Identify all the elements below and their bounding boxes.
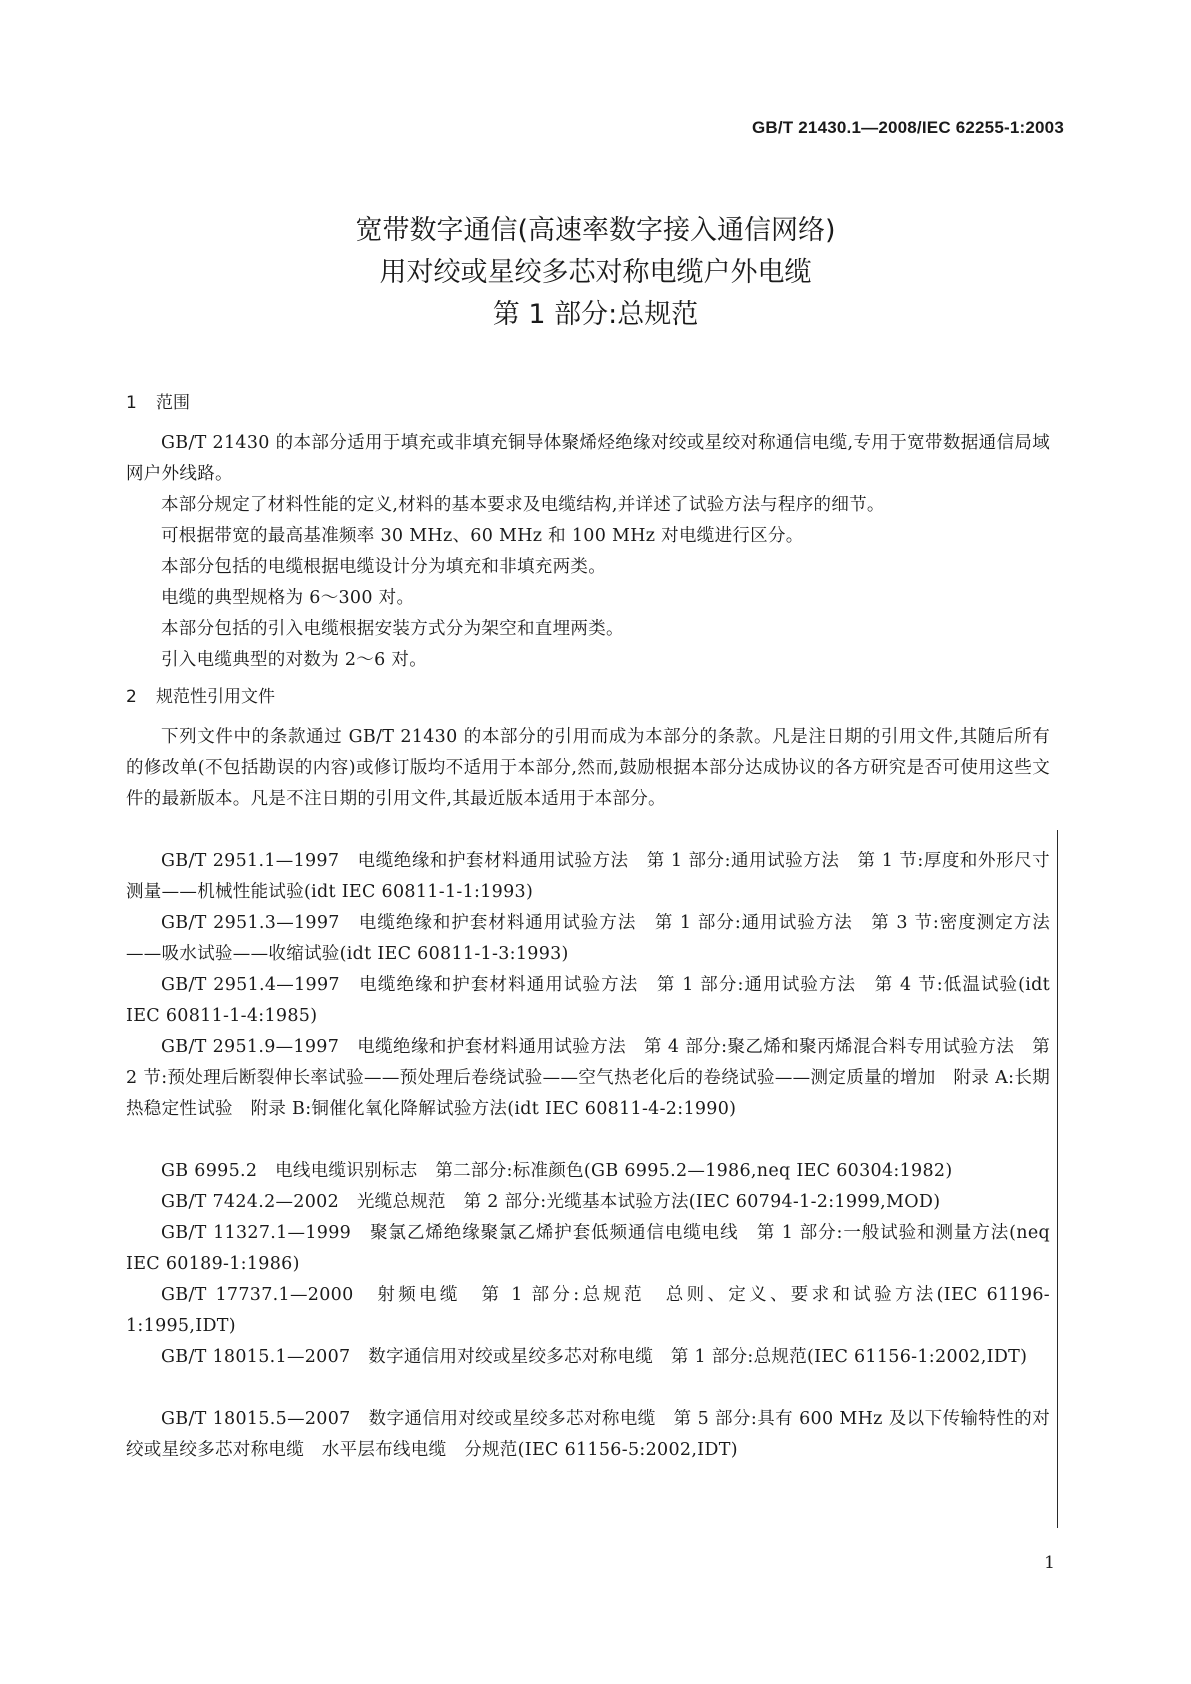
section-1-paragraph: 电缆的典型规格为 6～300 对。 bbox=[161, 588, 415, 608]
section-2-intro: 下列文件中的条款通过 GB/T 21430 的本部分的引用而成为本部分的条款。凡是注日期的引用文件,其随后所有的修改单(不包括勘误的内容)或修订版均不适用于本部分,然而,鼓励根据本部分达成协议的各方研究是否可使用这些文件的最新版本。凡是不注日期的引用文件,其最近版本适用于本部分。 bbox=[126, 727, 1050, 809]
section-1-paragraph: GB/T 21430 的本部分适用于填充或非填充铜导体聚烯烃绝缘对绞或星绞对称通信电缆,专用于宽带数据通信局域网户外线路。 bbox=[126, 433, 1050, 484]
reference-entry: GB/T 2951.3—1997 电缆绝缘和护套材料通用试验方法 第 1 部分:通用试验方法 第 3 节:密度测定方法——吸水试验——收缩试验(idt IEC 60811-1-3:1993) bbox=[126, 913, 1050, 964]
reference-entry: GB/T 7424.2—2002 光缆总规范 第 2 部分:光缆基本试验方法(IEC 60794-1-2:1999,MOD) bbox=[161, 1192, 941, 1212]
section-1-heading bbox=[126, 388, 190, 413]
section-1-paragraph: 本部分包括的电缆根据电缆设计分为填充和非填充两类。 bbox=[161, 557, 606, 577]
page-number: 1 bbox=[1044, 1553, 1055, 1573]
section-1-title: 范围 bbox=[156, 393, 190, 413]
reference-entry: GB 6995.2 电线电缆识别标志 第二部分:标准颜色(GB 6995.2—1986,neq IEC 60304:1982) bbox=[161, 1161, 953, 1181]
reference-entry: GB/T 18015.1—2007 数字通信用对绞或星绞多芯对称电缆 第 1 部分:总规范(IEC 61156-1:2002,IDT) bbox=[161, 1347, 1028, 1367]
title-line-1: 宽带数字通信(高速率数字接入通信网络) bbox=[355, 215, 836, 246]
title-line-3: 第 1 部分:总规范 bbox=[492, 299, 699, 330]
section-2-heading bbox=[126, 682, 275, 707]
section-2-title: 规范性引用文件 bbox=[156, 687, 275, 707]
reference-entry: GB/T 2951.4—1997 电缆绝缘和护套材料通用试验方法 第 1 部分:通用试验方法 第 4 节:低温试验(idt IEC 60811-1-4:1985) bbox=[126, 975, 1050, 1026]
section-1-paragraph: 引入电缆典型的对数为 2～6 对。 bbox=[161, 650, 427, 670]
reference-entry: GB/T 17737.1—2000 射频电缆 第 1 部分:总规范 总则、定义、要求和试验方法(IEC 61196-1:1995,IDT) bbox=[126, 1285, 1050, 1336]
standard-code: GB/T 21430.1—2008/IEC 62255-1:2003 bbox=[751, 118, 1064, 137]
reference-entry: GB/T 11327.1—1999 聚氯乙烯绝缘聚氯乙烯护套低频通信电缆电线 第 1 部分:一般试验和测量方法(neq IEC 60189-1:1986) bbox=[126, 1223, 1050, 1274]
document-title bbox=[0, 210, 1191, 336]
section-1-paragraph: 可根据带宽的最高基准频率 30 MHz、60 MHz 和 100 MHz 对电缆进行区分。 bbox=[161, 526, 804, 546]
reference-entry: GB/T 2951.1—1997 电缆绝缘和护套材料通用试验方法 第 1 部分:通用试验方法 第 1 节:厚度和外形尺寸测量——机械性能试验(idt IEC 60811-1-1:1993) bbox=[126, 851, 1050, 902]
reference-entry: GB/T 2951.9—1997 电缆绝缘和护套材料通用试验方法 第 4 部分:聚乙烯和聚丙烯混合料专用试验方法 第 2 节:预处理后断裂伸长率试验——预处理后卷绕试验——空气热老化后的卷绕试验——测定质量的增加 附录 A:长期热稳定性试验 附录 B:铜催化氧化降解试验方法(idt IEC 60811-4-2:1990) bbox=[126, 1037, 1050, 1119]
title-line-2: 用对绞或星绞多芯对称电缆户外电缆 bbox=[379, 257, 812, 288]
section-1-paragraph: 本部分包括的引入电缆根据安装方式分为架空和直埋两类。 bbox=[161, 619, 624, 639]
section-1-number: 1 bbox=[126, 393, 137, 413]
margin-rule bbox=[1057, 830, 1058, 1528]
section-2-number: 2 bbox=[126, 687, 137, 707]
section-1-paragraph: 本部分规定了材料性能的定义,材料的基本要求及电缆结构,并详述了试验方法与程序的细节。 bbox=[161, 495, 885, 515]
reference-entry: GB/T 18015.5—2007 数字通信用对绞或星绞多芯对称电缆 第 5 部分:具有 600 MHz 及以下传输特性的对绞或星绞多芯对称电缆 水平层布线电缆 分规范(IEC 61156-5:2002,IDT) bbox=[126, 1409, 1050, 1460]
